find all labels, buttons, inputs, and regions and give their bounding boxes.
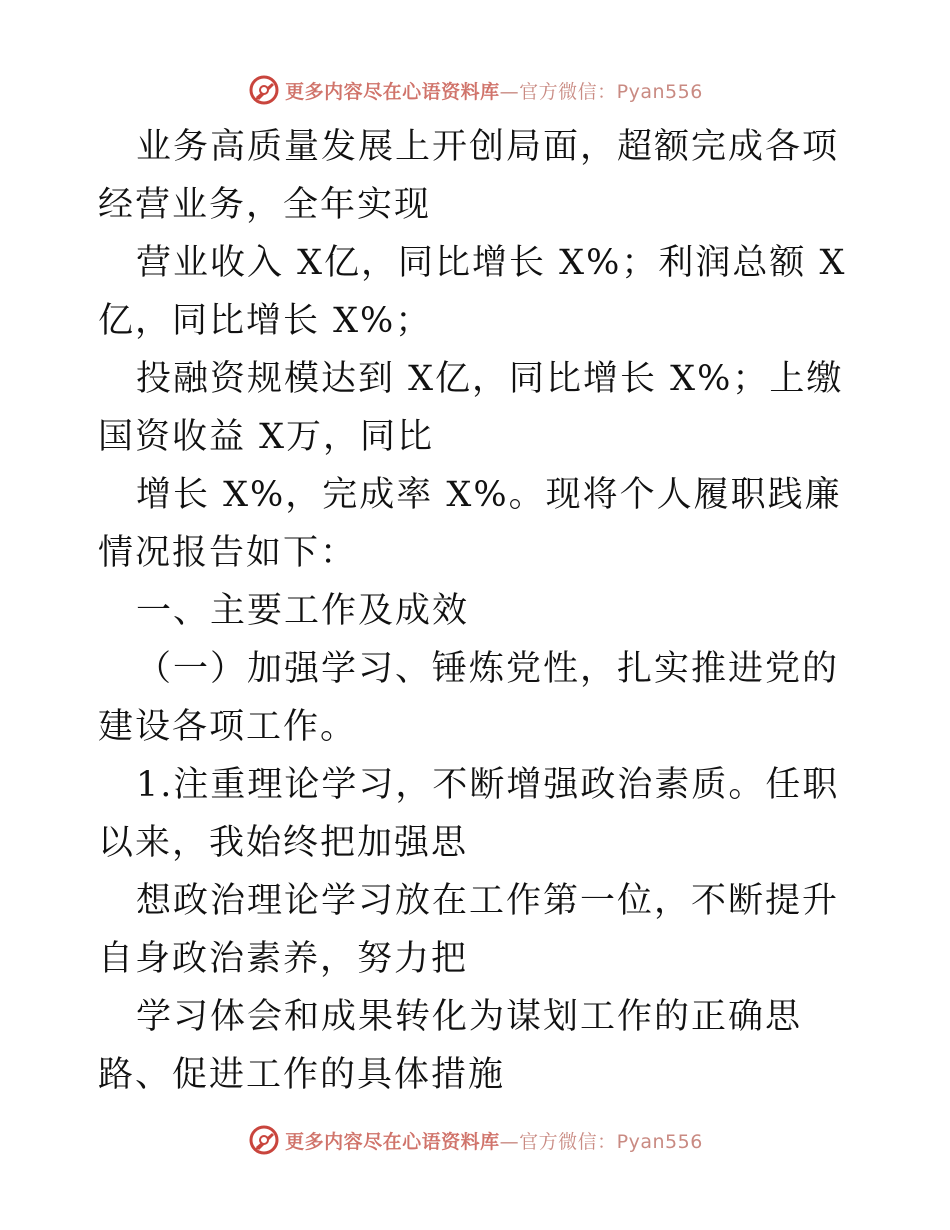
header-watermark — [0, 70, 950, 110]
paragraph: 业务高质量发展上开创局面，超额完成各项经营业务，全年实现 — [98, 127, 840, 225]
watermark-text: 更多内容尽在心语资料库—官方微信：Pyan556 — [285, 80, 703, 103]
paragraph: 营业收入 X亿，同比增长 X%；利润总额 X亿，同比增长 X%； — [98, 243, 847, 341]
document-body — [98, 118, 858, 1104]
paragraph: 投融资规模达到 X亿，同比增长 X%；上缴国资收益 X万，同比 — [98, 359, 844, 457]
footer-watermark — [0, 1120, 950, 1160]
subsection-heading: （一）加强学习、锤炼党性，扎实推进党的建设各项工作。 — [98, 649, 840, 747]
brand-logo-icon — [247, 73, 281, 107]
brand-logo-icon — [247, 1123, 281, 1157]
watermark-text: 更多内容尽在心语资料库—官方微信：Pyan556 — [285, 1130, 703, 1153]
paragraph: 学习体会和成果转化为谋划工作的正确思路、促进工作的具体措施 — [98, 997, 803, 1095]
paragraph: 1.注重理论学习，不断增强政治素质。任职以来，我始终把加强思 — [98, 765, 840, 863]
paragraph: 增长 X%，完成率 X%。现将个人履职践廉情况报告如下： — [98, 475, 842, 573]
paragraph: 想政治理论学习放在工作第一位，不断提升自身政治素养，努力把 — [98, 881, 840, 979]
section-heading: 一、主要工作及成效 — [136, 591, 470, 631]
